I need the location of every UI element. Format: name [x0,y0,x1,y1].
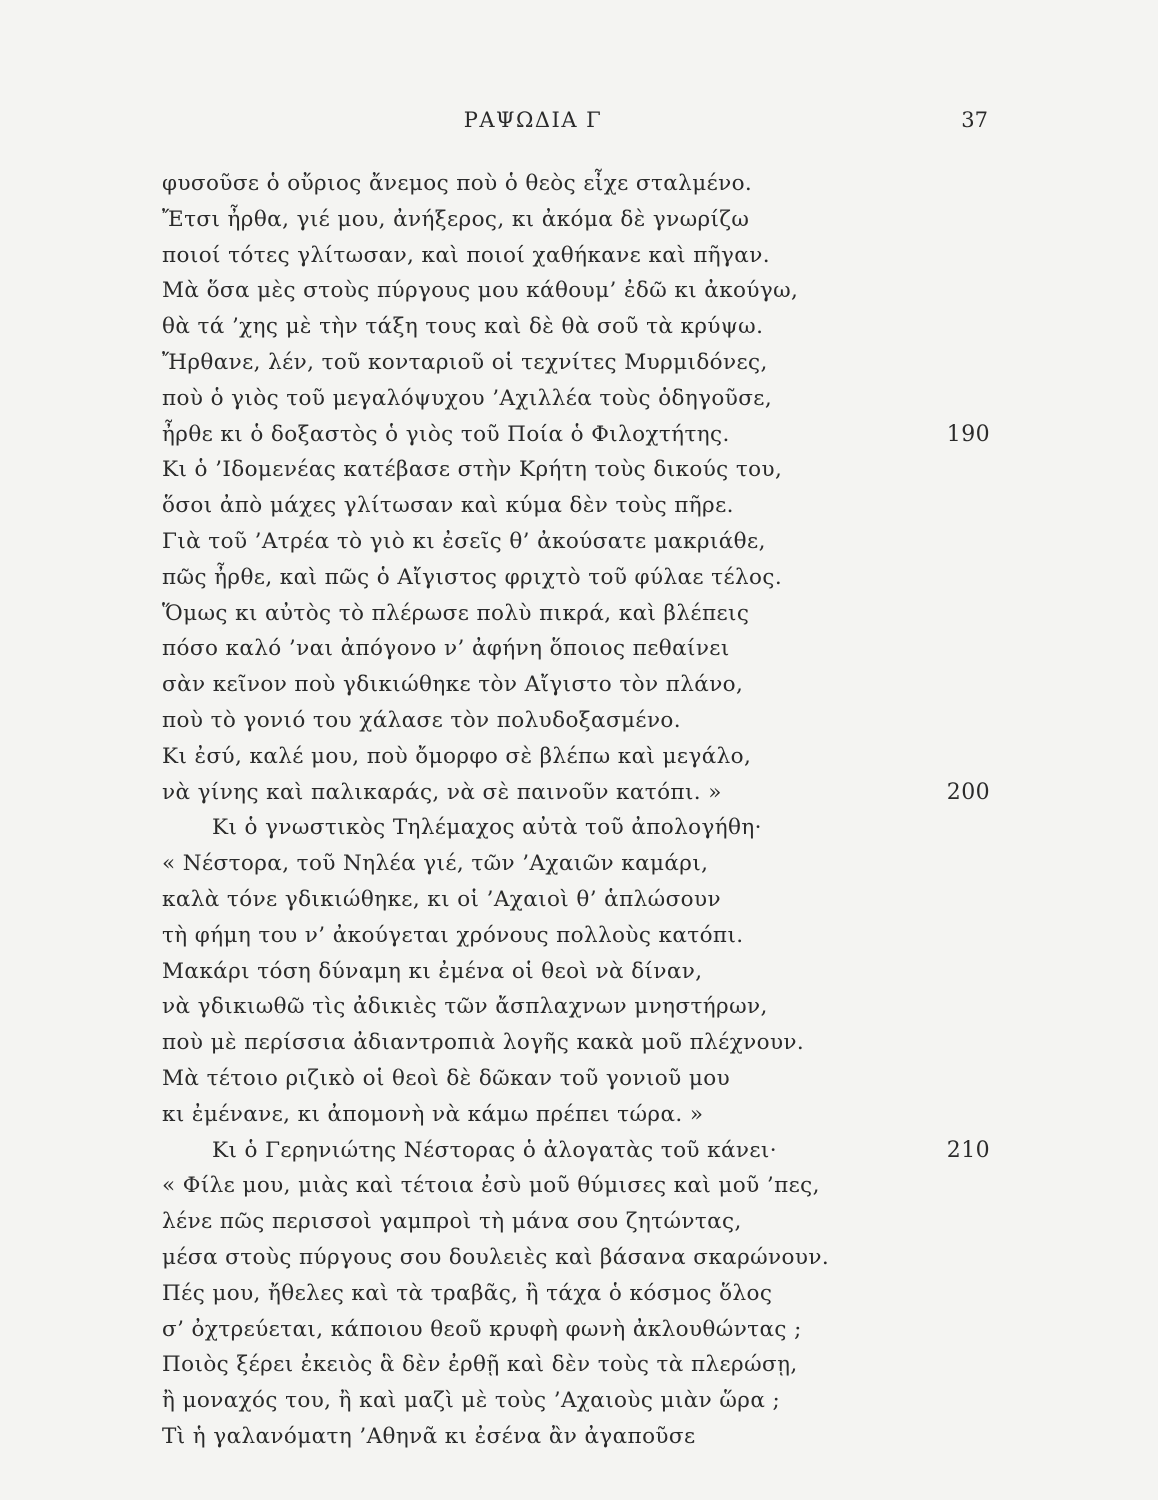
verse-text: νὰ γδικιωθῶ τὶς ἀδικιὲς τῶν ἄσπλαχνων μνηστήρων, [162,994,768,1020]
verse-text: Κι ὁ γνωστικὸς Τηλέμαχος αὐτὰ τοῦ ἀπολογήθη· [212,815,762,841]
verse-line [162,560,1002,596]
verse-line [162,775,1002,811]
verse-text: Τὶ ἡ γαλανόματη ’Αθηνᾶ κι ἐσένα ἂν ἀγαποῦσε [162,1423,696,1449]
verse-line [162,667,1002,703]
verse-text: Κι ὁ ’Ιδομενέας κατέβασε στὴν Κρήτη τοὺς δικούς του, [162,457,783,483]
verse-text: ποὺ τὸ γονιό του χάλασε τὸν πολυδοξασμένο. [162,707,682,733]
verse-line [162,166,1002,202]
verse-text: Κι ὁ Γερηνιώτης Νέστορας ὁ ἀλογατὰς τοῦ κάνει· [212,1137,777,1163]
verse-line [162,1240,1002,1276]
verse-block [162,166,1002,1455]
verse-text: Ποιὸς ξέρει ἐκειὸς ἃ δὲν ἐρθῇ καὶ δὲν τοὺς τὰ πλερώσῃ, [162,1352,798,1378]
verse-line [162,238,1002,274]
verse-line [162,703,1002,739]
verse-text: κι ἐμένανε, κι ἀπομονὴ νὰ κάμω πρέπει τώρα. » [162,1101,704,1127]
verse-text: ἦρθε κι ὁ δοξαστὸς ὁ γιὸς τοῦ Ποία ὁ Φιλοχτήτης. [162,421,730,447]
verse-text: Ὅμως κι αὐτὸς τὸ πλέρωσε πολὺ πικρά, καὶ βλέπεις [162,600,750,626]
verse-line [162,1204,1002,1240]
verse-text: Μακάρι τόση δύναμη κι ἐμένα οἱ θεοὶ νὰ δίναν, [162,958,703,984]
verse-text: πῶς ἦρθε, καὶ πῶς ὁ Αἴγιστος φριχτὸ τοῦ φύλαε τέλος. [162,564,783,590]
verse-line [162,882,1002,918]
line-number: 200 [946,779,990,805]
verse-line [162,202,1002,238]
verse-text: τὴ φήμη του ν’ ἀκούγεται χρόνους πολλοὺς κατόπι. [162,922,744,948]
verse-line [162,1061,1002,1097]
verse-text: Μὰ ὅσα μὲς στοὺς πύργους μου κάθουμ’ ἐδῶ κι ἀκούγω, [162,278,799,304]
verse-text: Πές μου, ἤθελες καὶ τὰ τραβᾶς, ἢ τάχα ὁ κόσμος ὅλος [162,1280,773,1306]
verse-text: νὰ γίνης καὶ παλικαράς, νὰ σὲ παινοῦν κατόπι. » [162,779,722,805]
verse-text: πόσο καλό ’ναι ἀπόγονο ν’ ἀφήνη ὅποιος πεθαίνει [162,636,730,662]
verse-text: φυσοῦσε ὁ οὔριος ἄνεμος ποὺ ὁ θεὸς εἶχε σταλμένο. [162,171,753,196]
verse-text: ὅσοι ἀπὸ μάχες γλίτωσαν καὶ κύμα δὲν τοὺς πῆρε. [162,493,734,519]
verse-line [162,810,1002,846]
verse-text: Γιὰ τοῦ ’Ατρέα τὸ γιὸ κι ἐσεῖς θ’ ἀκούσατε μακριάθε, [162,528,766,554]
verse-text: ποὺ μὲ περίσσια ἀδιαντροπιὰ λογῆς κακὰ μοῦ πλέχνουν. [162,1030,805,1056]
verse-text: « Φίλε μου, μιὰς καὶ τέτοια ἐσὺ μοῦ θύμισες καὶ μοῦ ’πες, [162,1173,820,1199]
verse-line [162,1097,1002,1133]
verse-line [162,309,1002,345]
verse-line [162,345,1002,381]
verse-line [162,596,1002,632]
verse-line [162,1133,1002,1169]
line-number: 210 [946,1137,990,1163]
verse-line [162,1312,1002,1348]
verse-text: Μὰ τέτοιο ριζικὸ οἱ θεοὶ δὲ δῶκαν τοῦ γονιοῦ μου [162,1065,731,1091]
verse-line [162,488,1002,524]
verse-line [162,524,1002,560]
line-number: 190 [946,421,990,447]
verse-text: καλὰ τόνε γδικιώθηκε, κι οἱ ’Αχαιοὶ θ’ ἁπλώσουν [162,886,721,912]
verse-line [162,381,1002,417]
verse-line [162,846,1002,882]
verse-text: ποιοί τότες γλίτωσαν, καὶ ποιοί χαθήκανε καὶ πῆγαν. [162,242,770,268]
verse-text: σ’ ὀχτρεύεται, κάποιου θεοῦ κρυφὴ φωνὴ ἀκλουθώντας ; [162,1316,802,1342]
running-header-title: ΡΑΨΩΔΙΑ Γ [463,108,603,132]
verse-line [162,1347,1002,1383]
verse-text: Ἔτσι ἦρθα, γιέ μου, ἀνήξερος, κι ἀκόμα δὲ γνωρίζω [162,206,750,232]
verse-line [162,739,1002,775]
verse-line [162,954,1002,990]
verse-text: σὰν κεῖνον ποὺ γδικιώθηκε τὸν Αἴγιστο τὸν πλάνο, [162,672,744,698]
verse-text: Ἤρθανε, λέν, τοῦ κονταριοῦ οἱ τεχνίτες Μυρμιδόνες, [162,349,768,375]
verse-line [162,1419,1002,1455]
verse-line [162,1276,1002,1312]
verse-line [162,1025,1002,1061]
verse-text: λένε πῶς περισσοὶ γαμπροὶ τὴ μάνα σου ζητώντας, [162,1209,742,1235]
verse-text: ἢ μοναχός του, ἢ καὶ μαζὶ μὲ τοὺς ’Αχαιοὺς μιὰν ὥρα ; [162,1388,781,1414]
verse-text: μέσα στοὺς πύργους σου δουλειὲς καὶ βάσανα σκαρώνουν. [162,1244,830,1270]
verse-line [162,989,1002,1025]
verse-line [162,631,1002,667]
verse-text: θὰ τά ’χης μὲ τὴν τάξη τους καὶ δὲ θὰ σοῦ τὰ κρύψω. [162,314,764,340]
verse-line [162,1383,1002,1419]
verse-line [162,452,1002,488]
page-number: 37 [961,108,988,132]
verse-text: « Νέστορα, τοῦ Νηλέα γιέ, τῶν ’Αχαιῶν καμάρι, [162,851,709,877]
verse-text: ποὺ ὁ γιὸς τοῦ μεγαλόψυχου ’Αχιλλέα τοὺς ὁδηγοῦσε, [162,385,773,411]
verse-line [162,417,1002,453]
verse-text: Κι ἐσύ, καλέ μου, ποὺ ὄμορφο σὲ βλέπω καὶ μεγάλο, [162,743,752,769]
verse-line [162,273,1002,309]
verse-line [162,1168,1002,1204]
verse-line [162,918,1002,954]
